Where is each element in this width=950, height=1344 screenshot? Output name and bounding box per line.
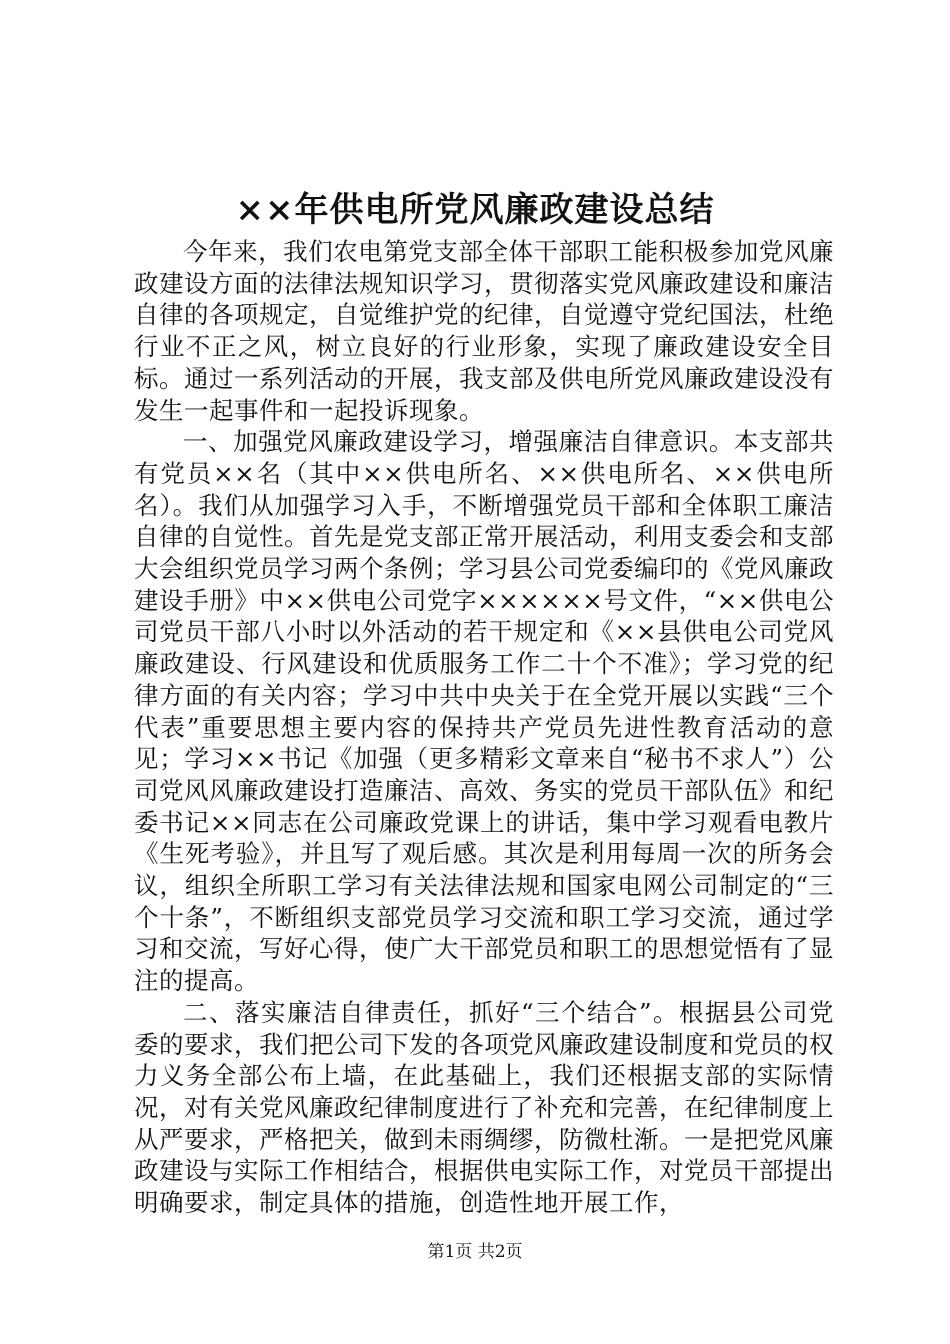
paragraph-section-two: 二、落实廉洁自律责任，抓好“三个结合”。根据县公司党委的要求，我们把公司下发的各项党风廉政建设制度和党员的权力义务全部公布上墙，在此基础上，我们还根据支部的实际情况，对有关党风廉政纪律制度进行了补充和完善，在纪律制度上从严要求，严格把关，做到未雨绸缪，防微杜渐。一是把党风廉政建设与实际工作相结合，根据供电实际工作，对党员干部提出明确要求，制定具体的措施，创造性地开展工作， (134, 997, 834, 1218)
paragraph-section-one: 一、加强党风廉政建设学习，增强廉洁自律意识。本支部共有党员××名（其中××供电所名、××供电所名、××供电所名）。我们从加强学习入手，不断增强党员干部和全体职工廉洁自律的自觉性。首先是党支部正常开展活动，利用支委会和支部大会组织党员学习两个条例；学习县公司党委编印的《党风廉政建设手册》中××供电公司党字××××××号文件，“××供电公司党员干部八小时以外活动的若干规定和《××县供电公司党风廉政建设、行风建设和优质服务工作二十个不准》；学习党的纪律方面的有关内容；学习中共中央关于在全党开展以实践“三个代表”重要思想主要内容的保持共产党员先进性教育活动的意见；学习××书记《加强（更多精彩文章来自“秘书不求人”）公司党风风廉政建设打造廉洁、高效、务实的党员干部队伍》和纪委书记××同志在公司廉政党课上的讲话，集中学习观看电教片《生死考验》，并且写了观后感。其次是利用每周一次的所务会议，组织全所职工学习有关法律法规和国家电网公司制定的“三个十条”，不断组织支部党员学习交流和职工学习交流，通过学习和交流，写好心得，使广大干部党员和职工的思想觉悟有了显注的提高。 (134, 427, 834, 996)
document-body (134, 236, 834, 1219)
page-number-footer: 第1页 共2页 (427, 1242, 523, 1262)
paragraph-intro: 今年来，我们农电第党支部全体干部职工能积极参加党风廉政建设方面的法律法规知识学习，贯彻落实党风廉政建设和廉洁自律的各项规定，自觉维护党的纪律，自觉遵守党纪国法，杜绝行业不正之风，树立良好的行业形象，实现了廉政建设安全目标。通过一系列活动的开展，我支部及供电所党风廉政建设没有发生一起事件和一起投诉现象。 (134, 237, 834, 425)
document-title: ××年供电所党风廉政建设总结 (235, 190, 715, 230)
